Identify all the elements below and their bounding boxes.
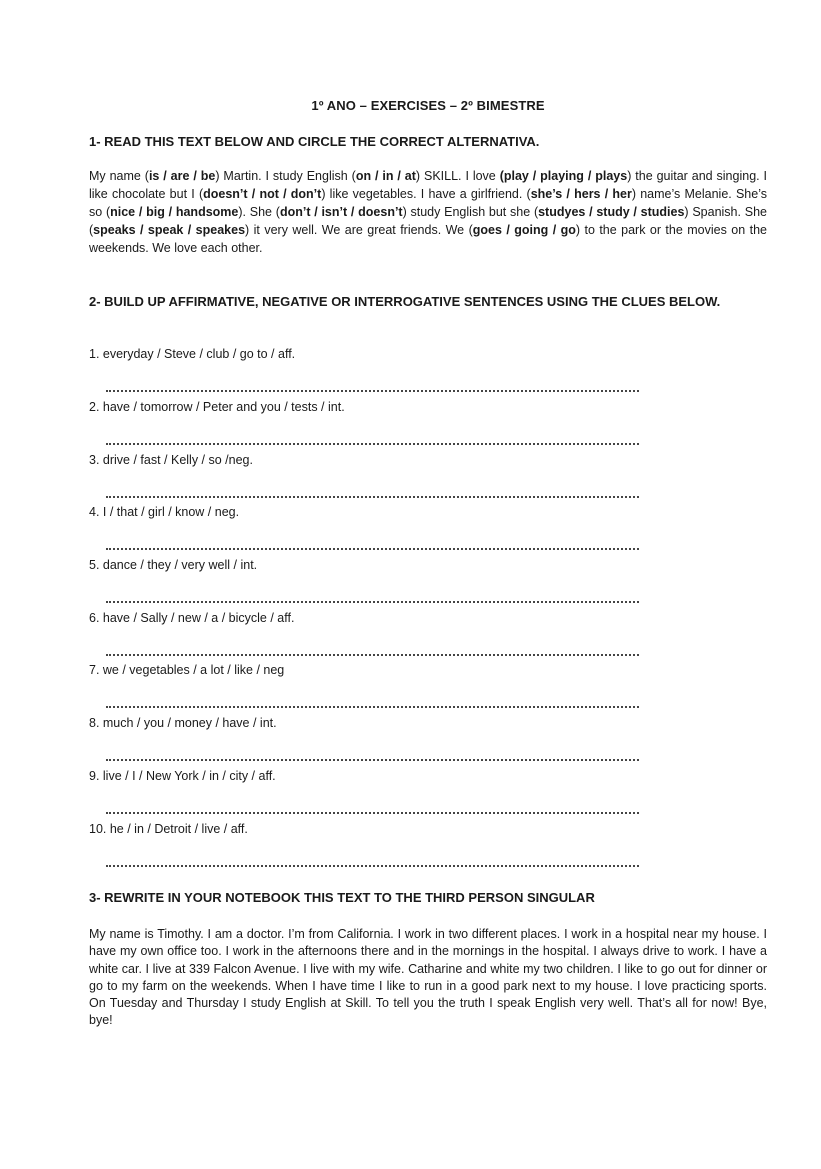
answer-options[interactable]: speaks / speak / speakes	[93, 223, 246, 237]
answer-options[interactable]: nice / big / handsome	[110, 205, 239, 219]
text-segment: ). She (	[238, 205, 280, 219]
answer-line[interactable]	[106, 496, 639, 498]
answer-options[interactable]: doesn’t / not / don’t	[203, 187, 322, 201]
exercise-item: 6. have / Sally / new / a / bicycle / aff.	[89, 611, 295, 625]
exercise-item: 7. we / vegetables / a lot / like / neg	[89, 663, 285, 677]
answer-line[interactable]	[106, 443, 639, 445]
text-segment: ) Martin. I study English (	[215, 169, 356, 183]
answer-line[interactable]	[106, 865, 639, 867]
exercise-item: 9. live / I / New York / in / city / aff.	[89, 769, 276, 783]
text-segment: ) like vegetables. I have a girlfriend. (	[321, 187, 531, 201]
exercise-item: 3. drive / fast / Kelly / so /neg.	[89, 453, 253, 467]
exercise-item: 8. much / you / money / have / int.	[89, 716, 277, 730]
answer-options[interactable]: (play / playing / plays	[499, 169, 628, 183]
exercise-item: 4. I / that / girl / know / neg.	[89, 505, 240, 519]
answer-line[interactable]	[106, 601, 639, 603]
worksheet-title: 1º ANO – EXERCISES – 2º BIMESTRE	[311, 98, 545, 113]
exercise-item: 5. dance / they / very well / int.	[89, 558, 258, 572]
text-segment: ) the guitar and singing. I like chocolate but I (	[89, 169, 768, 201]
watermark-logo	[151, 346, 750, 814]
answer-options[interactable]: don’t / isn’t / doesn’t	[279, 205, 403, 219]
text-segment: ) SKILL. I love	[415, 169, 500, 183]
answer-line[interactable]	[106, 390, 639, 392]
answer-line[interactable]	[106, 706, 639, 708]
text-segment: ) it very well. We are great friends. We (	[245, 223, 473, 237]
answer-options[interactable]: goes / going / go	[472, 223, 576, 237]
answer-options[interactable]: studyes / study / studies	[538, 205, 685, 219]
answer-line[interactable]	[106, 548, 639, 550]
answer-line[interactable]	[106, 812, 639, 814]
text-segment: ) name’s Melanie. She’s so (	[89, 187, 767, 219]
exercise-item: 2. have / tomorrow / Peter and you / tests / int.	[89, 400, 345, 414]
text-segment: My name (	[89, 169, 149, 183]
text-segment: ) study English but she (	[402, 205, 539, 219]
answer-line[interactable]	[106, 654, 639, 656]
answer-options[interactable]: is / are / be	[148, 169, 216, 183]
exercise-item: 1. everyday / Steve / club / go to / aff.	[89, 347, 296, 361]
section1-heading: 1- READ THIS TEXT BELOW AND CIRCLE THE CORRECT ALTERNATIVA.	[89, 134, 540, 149]
section1-text	[89, 167, 767, 257]
answer-options[interactable]: on / in / at	[355, 169, 416, 183]
section3-text: My name is Timothy. I am a doctor. I’m from California. I work in two different places. I work in a hospital near my house. I have my own office too. I work in the afternoons there and in the mornings in the hospital. I always drive to work. I have a white car. I live at 339 Falcon Avenue. I live with my wife. Catharine and white my two children. I like to go out for dinner or go to my farm on the weekends. When I have time I like to run in a good park next to my house. I love practicing sports. On Tuesday and Thursday I study English at Skill. To tell you the truth I speak English very well. That’s all for now! Bye, bye!	[89, 927, 767, 1028]
section2-heading: 2- BUILD UP AFFIRMATIVE, NEGATIVE OR INTERROGATIVE SENTENCES USING THE CLUES BELOW.	[89, 294, 721, 309]
exercise-item: 10. he / in / Detroit / live / aff.	[89, 822, 248, 836]
text-segment: ) to the park or the movies on the weekends. We love each other.	[89, 223, 767, 255]
answer-line[interactable]	[106, 759, 639, 761]
section3-heading: 3- REWRITE IN YOUR NOTEBOOK THIS TEXT TO THE THIRD PERSON SINGULAR	[89, 890, 595, 905]
text-segment: ) Spanish. She (	[89, 205, 767, 237]
answer-options[interactable]: she’s / hers / her	[530, 187, 632, 201]
